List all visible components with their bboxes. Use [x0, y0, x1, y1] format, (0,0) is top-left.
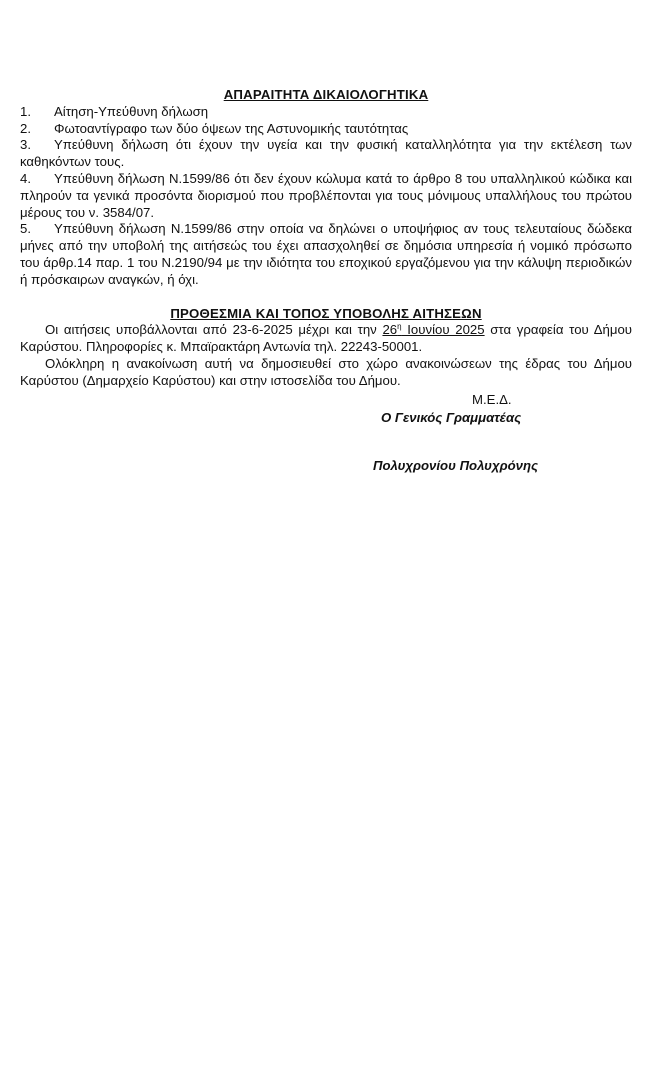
list-item: 2. Φωτοαντίγραφο των δύο όψεων της Αστυνομικής ταυτότητας [20, 120, 409, 136]
signature-name: Πολυχρονίου Πολυχρόνης [373, 458, 539, 473]
document-body [20, 87, 632, 390]
deadline-paragraph: Οι αιτήσεις υποβάλλονται από 23-6-2025 μέχρι και την $26^\eta$ Ιουνίου 2025 στα γραφεία του Δήμου Καρύστου. Πληροφορίες κ. Μπαϊρακτάρη Αντωνία τηλ. 22243-50001. [20, 322, 632, 355]
signature-title: Ο Γενικός Γραμματέας [381, 410, 522, 425]
required-documents-list [20, 104, 632, 289]
list-item: 4. Υπεύθυνη δήλωση Ν.1599/86 ότι δεν έχουν κώλυμα κατά το άρθρο 8 του υπαλληλικού κώδικα και πληρούν τα γενικά προσόντα διορισμού που προβλέπονται για τους μόνιμους υπαλλήλους του πρώτου μέρους του ν. 3584/07. [20, 170, 632, 220]
list-item: 1. Αίτηση-Υπεύθυνη δήλωση [20, 103, 209, 119]
deadline-heading: ΠΡΟΘΕΣΜΙΑ ΚΑΙ ΤΟΠΟΣ ΥΠΟΒΟΛΗΣ ΑΙΤΗΣΕΩΝ [170, 305, 482, 321]
list-item: 5. Υπεύθυνη δήλωση Ν.1599/86 στην οποία να δηλώνει ο υποψήφιος αν τους τελευταίους δώδεκα μήνες από την υποβολή της αιτήσεώς του έχει απασχοληθεί σε δημόσια υπηρεσία ή νομικό πρόσωπο του άρθρ.14 παρ. 1 του Ν.2190/94 με την ιδιότητα του εποχικού εργαζόμενου για την κάλυψη περιοδικών ή πρόσκαιρων αναγκών, ή όχι. [20, 221, 632, 287]
deadline-date: $26^\eta$ Ιουνίου 2025 [382, 322, 485, 338]
list-item: 3. Υπεύθυνη δήλωση ότι έχουν την υγεία και την φυσική καταλληλότητα για την εκτέλεση των καθηκόντων τους. [20, 137, 632, 170]
required-documents-heading: ΑΠΑΡΑΙΤΗΤΑ ΔΙΚΑΙΟΛΟΓΗΤΙΚΑ [223, 87, 429, 102]
publication-paragraph: Ολόκληρη η ανακοίνωση αυτή να δημοσιευθεί στο χώρο ανακοινώσεων της έδρας του Δήμου Καρύστου (Δημαρχείο Καρύστου) και στην ιστοσελίδα του Δήμου. [20, 355, 632, 388]
signature-med: Μ.Ε.Δ. [472, 392, 512, 407]
